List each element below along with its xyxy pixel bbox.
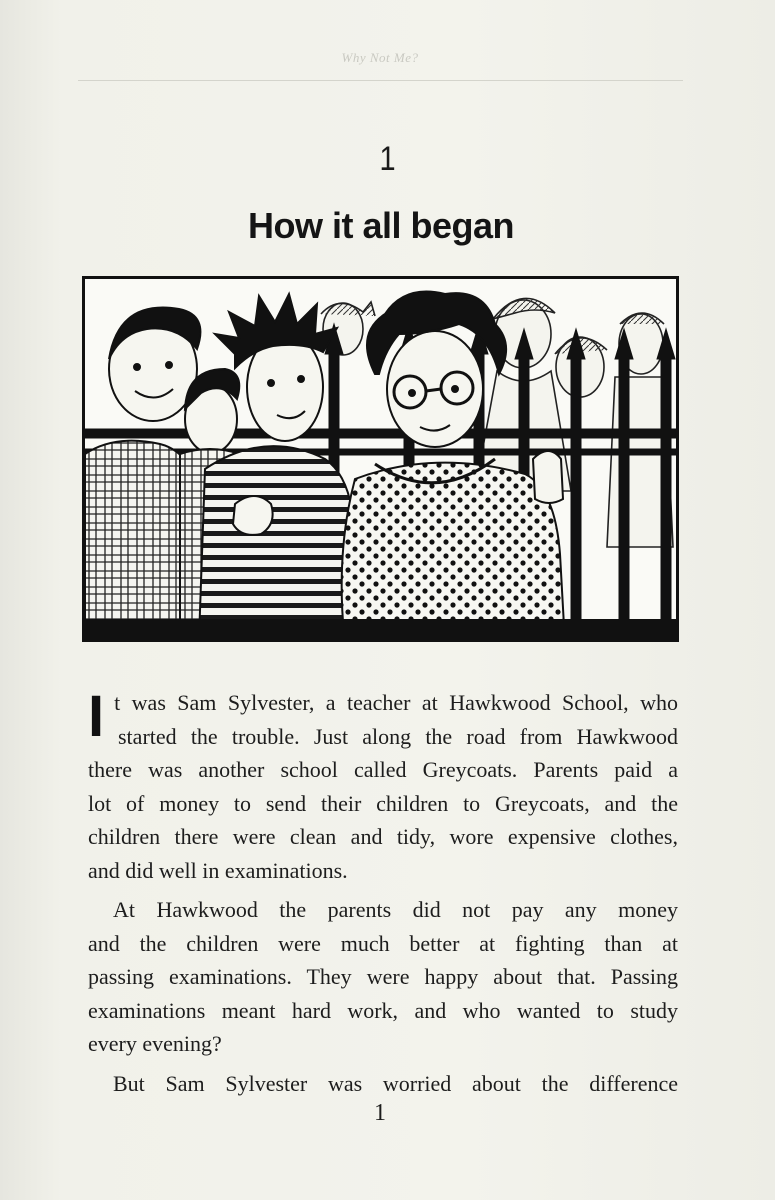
text-line: At Hawkwood the parents did not pay any money (113, 897, 678, 922)
text-line: But Sam Sylvester was worried about the difference (113, 1070, 678, 1096)
text-line: passing examinations. They were happy about that. Passing (88, 964, 678, 989)
text-line: children there were clean and tidy, wore expensive clothes, (88, 824, 678, 849)
chapter-title: How it all began (247, 205, 515, 246)
text-line: there was another school called Greycoats. Parents paid a (88, 757, 678, 782)
text-line: examinations meant hard work, and who wanted to study (88, 997, 678, 1023)
chapter-illustration (82, 276, 679, 642)
running-head: Why Not Me? (341, 50, 419, 65)
text-line: every evening? (88, 1031, 222, 1056)
text-line: t was Sam Sylvester, a teacher at Hawkwood School, who (114, 690, 678, 715)
text-line: and the children were much better at fighting than at (88, 930, 678, 956)
text-line: lot of money to send their children to Greycoats, and the (88, 790, 678, 816)
text-line: and did well in examinations. (88, 857, 348, 883)
chapter-body-text (88, 686, 678, 1100)
drop-cap: I (88, 684, 105, 749)
page-number: 1 (374, 1100, 386, 1126)
chapter-number: 1 (379, 140, 396, 178)
ground-shadow (85, 619, 676, 639)
header-rule (78, 80, 683, 81)
text-line: started the trouble. Just along the road from Hawkwood (118, 723, 678, 749)
